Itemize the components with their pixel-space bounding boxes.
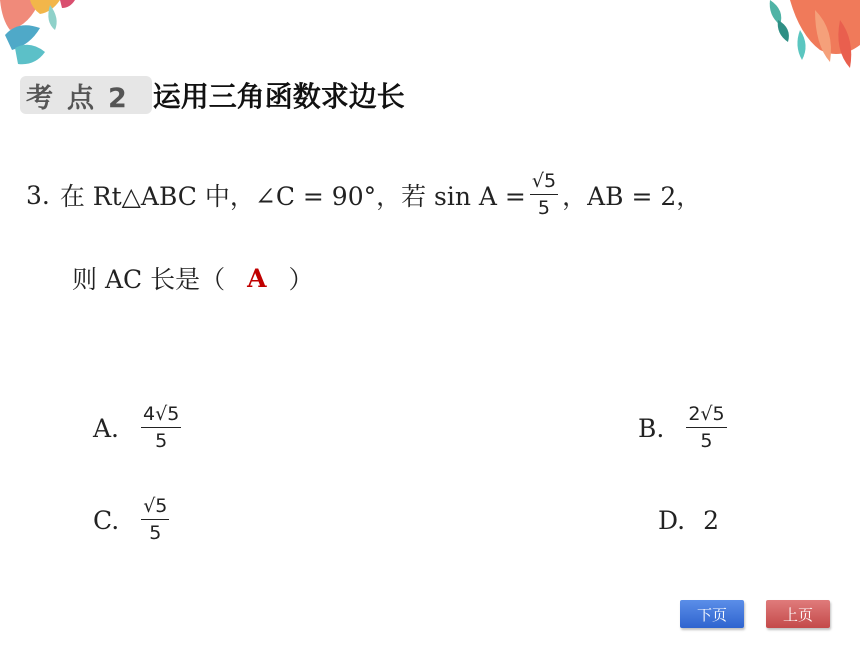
option-d-value: 2	[703, 506, 720, 535]
question-line-1	[26, 172, 701, 218]
next-page-button[interactable]: 下页	[680, 600, 744, 628]
option-b-denominator: 5	[700, 430, 713, 452]
question-condition-end: ，AB = 2，	[562, 182, 702, 211]
topic-badge	[20, 72, 141, 118]
option-b-label: B.	[638, 413, 665, 443]
option-c-fraction	[141, 497, 169, 543]
option-c-label: C.	[93, 505, 120, 535]
option-b-fraction	[686, 405, 726, 451]
question-number: 3.	[26, 180, 50, 210]
option-d-label: D.	[658, 506, 686, 535]
option-a-fraction	[141, 405, 181, 451]
section-heading	[20, 72, 405, 118]
leaf-decoration-left	[0, 0, 90, 75]
option-c-denominator: 5	[149, 522, 162, 544]
option-a-label: A.	[93, 413, 120, 443]
previous-page-button[interactable]: 上页	[766, 600, 830, 628]
sin-a-denominator: 5	[537, 197, 551, 219]
sin-a-fraction	[530, 172, 558, 218]
option-b	[638, 405, 731, 451]
option-d	[658, 506, 719, 535]
option-a-denominator: 5	[155, 430, 168, 452]
section-title: 运用三角函数求边长	[152, 80, 405, 113]
question-prompt: 则 AC 长是（	[72, 265, 226, 294]
question-condition: 在 Rt△ABC 中，∠C = 90°，若 sin A =	[59, 182, 526, 211]
option-c-numerator: √5	[141, 497, 169, 520]
leaf-decoration-right	[730, 0, 860, 75]
option-a-numerator: 4√5	[141, 405, 181, 428]
question-prompt-close: ）	[288, 265, 314, 294]
question-line-2	[72, 260, 314, 296]
topic-badge-label: 考点2	[26, 82, 141, 114]
answer-text: A	[247, 263, 267, 293]
option-b-numerator: 2√5	[686, 405, 726, 428]
sin-a-numerator: √5	[530, 172, 558, 195]
option-a	[93, 405, 185, 451]
option-c	[93, 497, 173, 543]
